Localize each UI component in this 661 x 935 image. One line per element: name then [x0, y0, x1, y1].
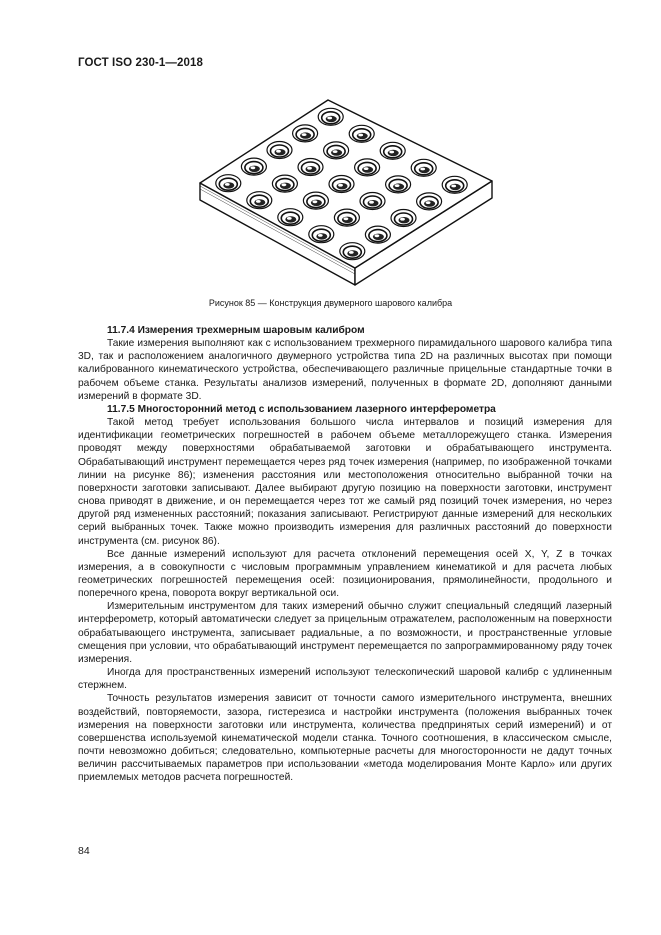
- ball-socket: [293, 125, 318, 142]
- ball-socket: [241, 158, 266, 175]
- ball-socket: [247, 192, 272, 209]
- body-paragraph: Такие измерения выполняют как с использованием трехмерного пирамидального шарового калибра типа 3D, так и расположением аналогичного двумерного устройства типа 2D на различных высотах при помощи калиброванного кинематического устройства, обеспечивающего различные прицельные стандартные точки в рабочем объеме станка. Результаты анализов измерений, полученных в формате 2D, дополняют данными измерений в формате 3D.: [78, 338, 612, 402]
- ball-socket: [349, 125, 374, 142]
- section-heading: 11.7.4 Измерения трехмерным шаровым калибром: [107, 325, 365, 336]
- ball-socket: [355, 159, 380, 176]
- ball-socket: [360, 193, 385, 210]
- body-paragraph: Все данные измерений используют для расчета отклонений перемещения осей X, Y, Z в точках измерения, а в совокупности с числовым программным управлением кинематикой и для расчета любых геометрических погрешностей перемещения осей: позиционирования, прямолинейности, продольного и поперечного крена, поворота вокруг вертикальной оси.: [78, 548, 612, 600]
- document-header: ГОСТ ISO 230-1—2018: [78, 57, 203, 69]
- section-heading: 11.7.5 Многосторонний метод с использованием лазерного интерферометра: [107, 403, 496, 415]
- ball-socket: [334, 209, 359, 226]
- ball-socket: [272, 175, 297, 192]
- ball-plate-drawing: [180, 90, 510, 300]
- ball-socket: [411, 159, 436, 176]
- ball-socket: [278, 209, 303, 226]
- ball-socket: [324, 142, 349, 159]
- page-number: 84: [78, 845, 90, 857]
- ball-socket: [267, 142, 292, 159]
- ball-plate-figure: [180, 90, 510, 300]
- ball-socket: [329, 176, 354, 193]
- ball-socket: [309, 226, 334, 243]
- ball-socket: [303, 192, 328, 209]
- ball-socket: [380, 142, 405, 159]
- figure-caption: Рисунок 85 — Конструкция двумерного шарового калибра: [208, 298, 453, 308]
- ball-socket: [365, 226, 390, 243]
- ball-socket: [216, 175, 241, 192]
- ball-socket: [386, 176, 411, 193]
- ball-socket: [417, 193, 442, 210]
- body-paragraph: Измерительным инструментом для таких измерений обычно служит специальный следящий лазерный интерферометр, который автоматически следует за прицельным отражателем, расположенным на поверхности обрабатывающего инструмента, записывает радиальные, а по возможности, и пространственные угловые смещения при условии, что обрабатывающий инструмент перемещается по запрограммированному ряду точек измерения.: [78, 601, 612, 665]
- ball-socket: [391, 210, 416, 227]
- ball-socket: [340, 243, 365, 260]
- body-paragraph: Такой метод требует использования большого числа интервалов и позиций измерения для идентификации геометрических погрешностей в рабочем объеме металлорежущего станка. Измерения проводят между поверхностями обрабатываемой заготовки и обрабатывающего инструмента. Обрабатывающий инструмент перемещается через ряд точек измерения (например, по изображенной точками линии на рисунке 86); изменения расстояния или местоположения относительно выбранной точки на поверхности заготовки записывают. Далее выбирают другую позицию на поверхности заготовки, инструмент снова приводят в движение, и он перемещается через тот же самый ряд позиций точек измерения, но через другой ряд измененных расстояний; показания записывают. Регистрируют данные измерений для нескольких серий выбранных точек. Также можно производить измерения для различных расстояний до поверхности инструмента (см. рисунок 86).: [78, 417, 612, 547]
- body-paragraph: Иногда для пространственных измерений используют телескопический шаровой калибр с удлиненным стержнем.: [78, 667, 612, 692]
- body-text: [78, 324, 612, 784]
- ball-socket: [442, 176, 467, 193]
- body-paragraph: Точность результатов измерения зависит от точности самого измерительного инструмента, внешних воздействий, повторяемости, зазора, гистерезиса и настройки инструмента (положения выбранных точек измерения на поверхности заготовки или инструмента, количества предпринятых серий измерений) и от совершенства используемой кинематической модели станка. Точного соотношения, в классическом смысле, почти невозможно добиться; следовательно, компьютерные расчеты для многосторонности не дадут точных величин рассчитываемых параметров при использовании «метода моделирования Монте Карло» или других приемлемых методов расчета погрешностей.: [78, 693, 612, 784]
- ball-socket: [298, 159, 323, 176]
- ball-socket: [318, 108, 343, 125]
